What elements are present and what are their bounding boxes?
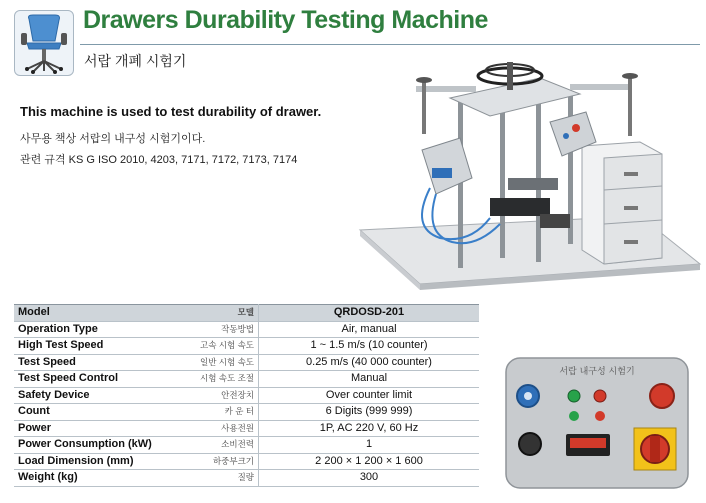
spec-value: 0.25 m/s (40 000 counter) — [259, 354, 480, 371]
spec-table — [14, 304, 479, 487]
spec-name: Count — [14, 404, 180, 421]
spec-name-korean: 시험 속도 조절 — [180, 371, 259, 388]
table-row — [14, 453, 479, 470]
spec-name-korean: 사용전원 — [180, 420, 259, 437]
spec-name-korean: 작동방법 — [180, 321, 259, 338]
table-row — [14, 321, 479, 338]
spec-name: Power Consumption (kW) — [14, 437, 180, 454]
table-row — [14, 437, 479, 454]
spec-name: Load Dimension (mm) — [14, 453, 180, 470]
table-row — [14, 371, 479, 388]
spec-value: Over counter limit — [259, 387, 480, 404]
spec-value: 1P, AC 220 V, 60 Hz — [259, 420, 480, 437]
related-standards: 관련 규격 KS G ISO 2010, 4203, 7171, 7172, 7173, 7174 — [20, 154, 298, 166]
spec-name-korean: 일반 시험 속도 — [180, 354, 259, 371]
control-panel-label: 서랍 내구성 시험기 — [559, 367, 635, 377]
spec-name-korean: 하중부크기 — [180, 453, 259, 470]
spec-name: Power — [14, 420, 180, 437]
spec-name-korean: 카 운 터 — [180, 404, 259, 421]
spec-name-korean: 소비전력 — [180, 437, 259, 454]
table-header-row — [14, 305, 479, 322]
spec-value: 1 — [259, 437, 480, 454]
spec-name: Weight (kg) — [14, 470, 180, 487]
page-subtitle-korean: 서랍 개폐 시험기 — [84, 53, 187, 69]
spec-name: Test Speed — [14, 354, 180, 371]
spec-value: 2 200 × 1 200 × 1 600 — [259, 453, 480, 470]
control-panel-photo — [504, 356, 690, 490]
table-row — [14, 404, 479, 421]
spec-value: QRDOSD-201 — [259, 305, 480, 322]
table-row — [14, 420, 479, 437]
spec-value: 300 — [259, 470, 480, 487]
spec-name-korean: 안전장치 — [180, 387, 259, 404]
spec-name: Test Speed Control — [14, 371, 180, 388]
spec-name: Operation Type — [14, 321, 180, 338]
spec-value: 1 ~ 1.5 m/s (10 counter) — [259, 338, 480, 355]
spec-name-korean: 질량 — [180, 470, 259, 487]
spec-name-korean: 고속 시험 속도 — [180, 338, 259, 355]
intro-description: This machine is used to test durability of drawer. — [20, 104, 322, 119]
spec-name: Safety Device — [14, 387, 180, 404]
table-row — [14, 387, 479, 404]
table-row — [14, 470, 479, 487]
table-row — [14, 338, 479, 355]
spec-name: High Test Speed — [14, 338, 180, 355]
spec-name: Model — [14, 305, 180, 322]
chair-icon — [14, 10, 74, 76]
table-row — [14, 354, 479, 371]
page-title: Drawers Durability Testing Machine — [83, 6, 488, 34]
title-divider — [80, 44, 700, 45]
spec-value: Manual — [259, 371, 480, 388]
intro-description-korean: 사무용 책상 서랍의 내구성 시험기이다. — [20, 133, 206, 145]
machine-photo — [340, 58, 706, 328]
spec-value: 6 Digits (999 999) — [259, 404, 480, 421]
spec-name-korean: 모델 — [180, 305, 259, 322]
spec-value: Air, manual — [259, 321, 480, 338]
